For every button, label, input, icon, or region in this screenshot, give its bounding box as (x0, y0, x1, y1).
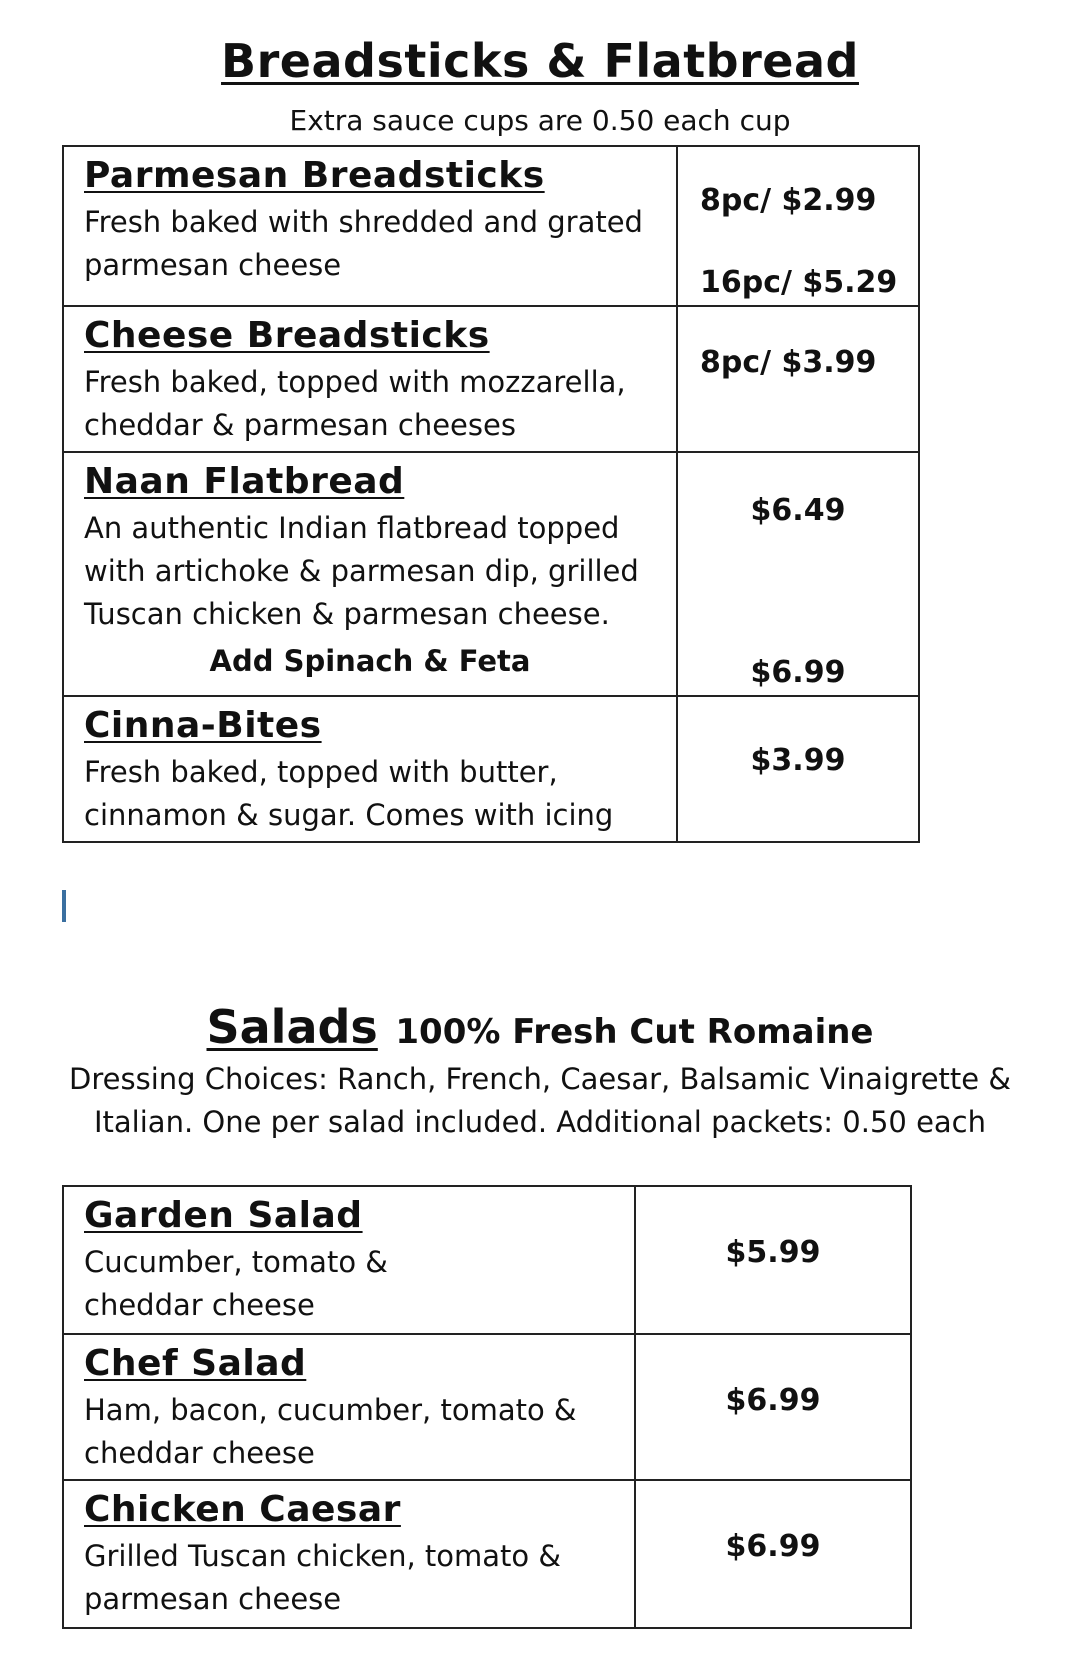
item-description: Ham, bacon, cucumber, tomato & cheddar cheese (84, 1393, 577, 1470)
item-price-cell (635, 1186, 911, 1334)
menu-row-naan-flatbread (63, 452, 919, 696)
item-description: An authentic Indian flatbread topped with artichoke & parmesan dip, grilled Tuscan chicken & parmesan cheese. (84, 511, 639, 631)
item-addon: Add Spinach & Feta (209, 644, 531, 678)
item-description: Grilled Tuscan chicken, tomato & parmesan cheese (84, 1539, 561, 1616)
item-name: Chicken Caesar (84, 1489, 401, 1530)
item-name: Cinna-Bites (84, 705, 322, 746)
item-name: Cheese Breadsticks (84, 315, 490, 356)
item-price: $6.99 (725, 1529, 821, 1564)
item-description: Cucumber, tomato & cheddar cheese (84, 1245, 388, 1322)
menu-row-chef-salad (63, 1334, 911, 1480)
item-name: Naan Flatbread (84, 461, 405, 502)
salads-section-title (0, 1000, 1080, 1054)
breadsticks-title-text: Breadsticks & Flatbread (221, 34, 859, 88)
menu-row-garden-salad (63, 1186, 911, 1334)
item-description-cell (63, 306, 677, 452)
item-price-cell (677, 696, 919, 842)
addon-price: $6.99 (750, 655, 846, 690)
salads-subtitle: 100% Fresh Cut Romaine (395, 1012, 874, 1052)
text-cursor-mark (62, 890, 66, 922)
menu-row-cheese-breadsticks (63, 306, 919, 452)
breadsticks-menu-table (62, 145, 920, 843)
item-name: Garden Salad (84, 1195, 363, 1236)
item-description: Fresh baked with shredded and grated parmesan cheese (84, 205, 643, 282)
breadsticks-section-title (0, 34, 1080, 88)
menu-row-chicken-caesar (63, 1480, 911, 1628)
sauce-note: Extra sauce cups are 0.50 each cup (289, 104, 791, 137)
item-price-cell (677, 146, 919, 306)
item-description-cell (63, 146, 677, 306)
item-description: Fresh baked, topped with mozzarella, cheddar & parmesan cheeses (84, 365, 626, 442)
menu-row-cinna-bites (63, 696, 919, 842)
item-price: $3.99 (750, 743, 846, 778)
item-price-cell (677, 452, 919, 696)
item-price-cell (635, 1480, 911, 1628)
item-description-cell (63, 1186, 635, 1334)
item-description-cell (63, 1334, 635, 1480)
item-price-cell (635, 1334, 911, 1480)
item-price: $5.99 (725, 1235, 821, 1270)
item-price: 16pc/ $5.29 (700, 265, 898, 300)
item-price-cell (677, 306, 919, 452)
item-description-cell (63, 1480, 635, 1628)
salads-title: Salads (206, 1000, 378, 1054)
item-price: $6.49 (750, 493, 846, 528)
item-description: Fresh baked, topped with butter, cinnamon & sugar. Comes with icing (84, 755, 614, 832)
item-description-cell (63, 452, 677, 696)
item-description-cell (63, 696, 677, 842)
menu-row-parmesan-breadsticks (63, 146, 919, 306)
item-name: Chef Salad (84, 1343, 307, 1384)
item-price: 8pc/ $3.99 (700, 345, 877, 380)
dressing-note: Dressing Choices: Ranch, French, Caesar, Balsamic Vinaigrette & Italian. One per salad included. Additional packets: 0.50 each (69, 1062, 1011, 1139)
salads-menu-table (62, 1185, 912, 1629)
item-name: Parmesan Breadsticks (84, 155, 545, 196)
item-price: 8pc/ $2.99 (700, 183, 877, 218)
item-price: $6.99 (725, 1383, 821, 1418)
